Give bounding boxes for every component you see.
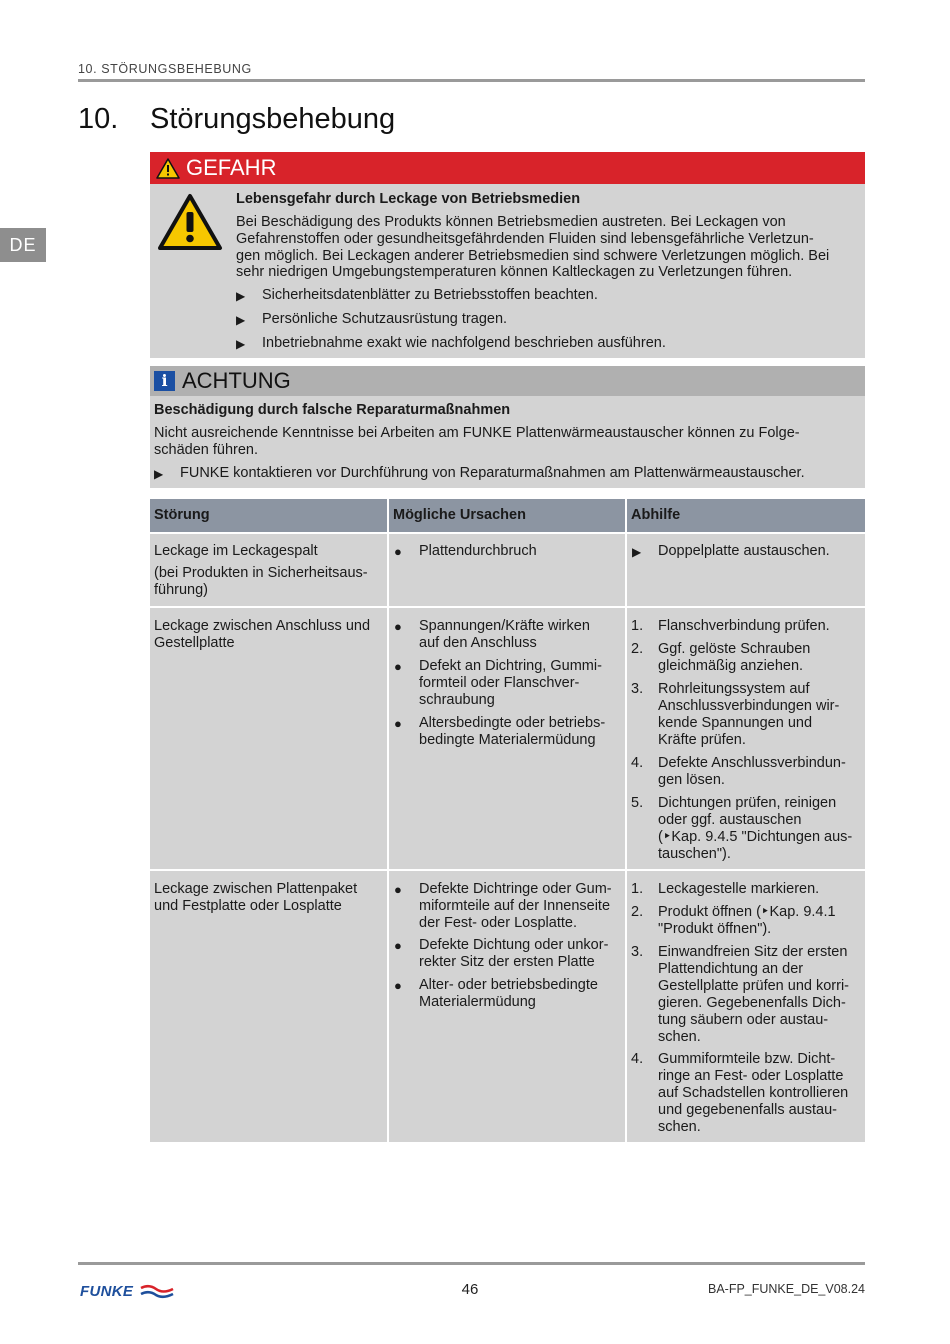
remedy-text: Ggf. gelöste Schrauben [658, 641, 811, 657]
remedy-text: kende Spannungen und [658, 715, 813, 731]
cause-text: rekter Sitz der ersten Platte [419, 954, 595, 970]
remedy-text: Rohrleitungssystem auf [658, 681, 810, 697]
bullet-icon: ● [394, 882, 402, 897]
step-number: 4. [631, 755, 644, 771]
remedy-text: oder ggf. austauschen [658, 812, 802, 828]
danger-title: Lebensgefahr durch Leckage von Betriebsmedien [236, 191, 581, 207]
remedy-text: gleichmäßig anziehen. [658, 658, 804, 674]
funke-logo-icon [140, 1283, 174, 1299]
column-header-remedy: Abhilfe [627, 499, 865, 532]
remedy-text: Einwandfreien Sitz der ersten [658, 944, 848, 960]
fault-text: Leckage zwischen Plattenpaket [154, 881, 358, 897]
cause-text: schraubung [419, 692, 495, 708]
remedy-text: gen lösen. [658, 772, 725, 788]
step-number: 3. [631, 944, 644, 960]
running-head: 10. STÖRUNGSBEHEBUNG [78, 62, 252, 76]
column-header-fault: Störung [150, 499, 387, 532]
cause-text: Plattendurchbruch [419, 543, 537, 559]
cause-text: Defekt an Dichtring, Gummi- [419, 658, 602, 674]
remedy-text: tung säubern oder austau- [658, 1012, 829, 1028]
remedy-text: Dichtungen prüfen, reinigen [658, 795, 837, 811]
bullet-icon: ● [394, 659, 402, 674]
cause-text: Defekte Dichtung oder unkor- [419, 937, 609, 953]
cause-text: Alter- oder betriebsbedingte [419, 977, 598, 993]
notice-step: FUNKE kontaktieren vor Durchführung von Reparaturmaßnahmen am Plattenwärmeaustauscher. [180, 465, 805, 481]
footer-rule [78, 1262, 865, 1265]
remedy-text: Doppelplatte austauschen. [658, 543, 830, 559]
bullet-icon: ● [394, 716, 402, 731]
danger-step: Inbetriebnahme exakt wie nachfolgend beschrieben ausführen. [262, 335, 666, 351]
notice-label: ACHTUNG [182, 368, 291, 393]
logo-text: FUNKE [80, 1283, 134, 1300]
step-arrow-icon: ▶ [632, 545, 642, 559]
remedy-text: (‣Kap. 9.4.5 "Dichtungen aus- [658, 829, 853, 845]
danger-label: GEFAHR [186, 155, 277, 180]
column-header-causes: Mögliche Ursachen [389, 499, 625, 532]
header-rule [78, 79, 865, 82]
chapter-title: Störungsbehebung [150, 103, 396, 135]
remedy-text: Leckagestelle markieren. [658, 881, 820, 897]
cause-text: miformteile auf der Innenseite [419, 898, 611, 914]
remedy-text: auf Schadstellen kontrollieren [658, 1085, 849, 1101]
step-arrow-icon: ▶ [236, 313, 246, 327]
notice-line: schäden führen. [154, 441, 258, 458]
fault-text: (bei Produkten in Sicherheitsaus- [154, 565, 368, 581]
chapter-number: 10. [78, 103, 119, 135]
danger-line: sehr niedrigen Umgebungstemperaturen können Kaltleckagen zu Verletzungen führen. [236, 264, 793, 281]
fault-text: Leckage zwischen Anschluss und [154, 618, 371, 634]
step-arrow-icon: ▶ [154, 467, 164, 481]
remedy-text: Anschlussverbindungen wir- [658, 698, 840, 714]
danger-header [150, 152, 865, 184]
fault-text: und Festplatte oder Losplatte [154, 898, 342, 914]
danger-step: Persönliche Schutzausrüstung tragen. [262, 311, 508, 327]
cause-text: der Fest- oder Losplatte. [419, 915, 577, 931]
remedy-text: schen. [658, 1119, 701, 1135]
fault-text: Gestellplatte [154, 635, 235, 651]
remedy-text: tauschen"). [658, 846, 731, 862]
danger-line: Bei Beschädigung des Produkts können Betriebsmedien austreten. Bei Leckagen von [236, 214, 786, 230]
funke-logo [80, 1280, 172, 1300]
step-number: 5. [631, 795, 644, 811]
remedy-text: schen. [658, 1029, 701, 1045]
bullet-icon: ● [394, 938, 402, 953]
remedy-text: Kräfte prüfen. [658, 732, 746, 748]
danger-text [236, 214, 861, 281]
cause-text: bedingte Materialermüdung [419, 732, 596, 748]
bullet-icon: ● [394, 619, 402, 634]
bullet-icon: ● [394, 978, 402, 993]
remedy-text: "Produkt öffnen"). [658, 921, 772, 937]
step-number: 2. [631, 641, 644, 657]
remedy-text: Gummiformteile bzw. Dicht- [658, 1051, 836, 1067]
cause-text: Materialermüdung [419, 994, 536, 1010]
remedy-text: Produkt öffnen (‣Kap. 9.4.1 [658, 904, 836, 920]
warning-small-icon [156, 158, 180, 179]
danger-line: gen möglich. Bei Leckagen anderer Betriebsmedien sind schwere Verletzungen möglich. Bei [236, 247, 830, 264]
notice-header [150, 366, 865, 396]
notice-title: Beschädigung durch falsche Reparaturmaßnahmen [154, 402, 511, 418]
warning-triangle-icon [157, 193, 223, 251]
notice-text [154, 425, 854, 459]
step-number: 2. [631, 904, 644, 920]
remedy-text: gieren. Gegebenenfalls Dich- [658, 995, 846, 1011]
cause-text: Altersbedingte oder betriebs- [419, 715, 606, 731]
remedy-text: Plattendichtung an der [658, 961, 804, 977]
bullet-icon: ● [394, 544, 402, 559]
notice-line: Nicht ausreichende Kenntnisse bei Arbeiten am FUNKE Plattenwärmeaustauscher können zu Folge- [154, 425, 800, 441]
remedy-text: Defekte Anschlussverbindun- [658, 755, 846, 771]
fault-text: führung) [154, 582, 209, 598]
info-icon: i [154, 371, 175, 391]
step-number: 3. [631, 681, 644, 697]
cause-text: formteil oder Flanschver- [419, 675, 580, 691]
remedy-text: Flanschverbindung prüfen. [658, 618, 830, 634]
step-number: 1. [631, 881, 644, 897]
page-number: 46 [461, 1281, 479, 1298]
fault-text: Leckage im Leckagespalt [154, 543, 318, 559]
remedy-text: und gegebenenfalls austau- [658, 1102, 837, 1118]
cause-text: Spannungen/Kräfte wirken [419, 618, 590, 634]
document-id: BA-FP_FUNKE_DE_V08.24 [707, 1282, 865, 1296]
step-arrow-icon: ▶ [236, 337, 246, 351]
step-number: 1. [631, 618, 644, 634]
danger-line: Gefahrenstoffen oder gesundheitsgefährdenden Fluiden sind lebensgefährliche Verletzun- [236, 230, 814, 247]
language-tab: DE [0, 228, 46, 262]
remedy-text: ringe an Fest- oder Losplatte [658, 1068, 844, 1084]
cause-text: auf den Anschluss [419, 635, 537, 651]
step-arrow-icon: ▶ [236, 289, 246, 303]
cause-text: Defekte Dichtringe oder Gum- [419, 881, 612, 897]
step-number: 4. [631, 1051, 644, 1067]
remedy-text: Gestellplatte prüfen und korri- [658, 978, 850, 994]
danger-step: Sicherheitsdatenblätter zu Betriebsstoffen beachten. [262, 287, 598, 303]
